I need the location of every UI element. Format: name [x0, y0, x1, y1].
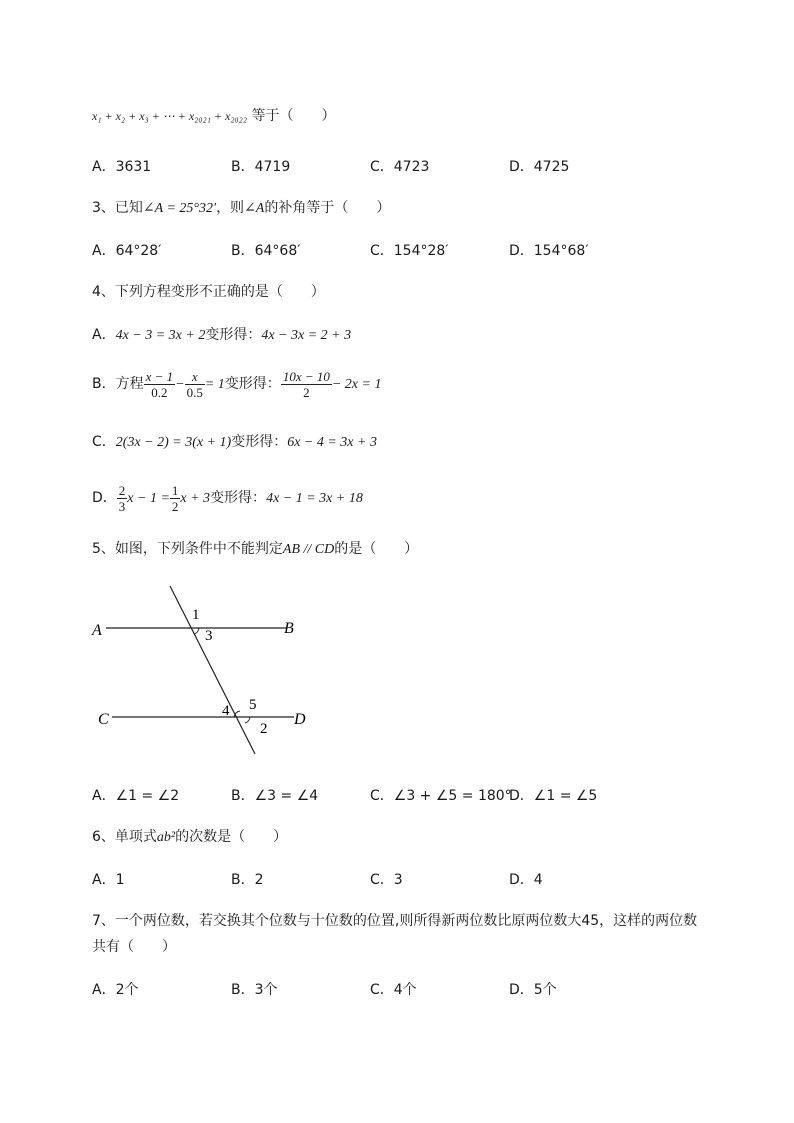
q6-option-b[interactable]: B．2	[231, 872, 264, 888]
q2-expression: x₁ + x₂ + x₃ + ⋯ + x₂₀₂₁ + x₂₀₂₂	[92, 109, 248, 123]
q3-stem-pre: 3、已知	[92, 200, 143, 216]
q4-b-frac1	[144, 369, 176, 400]
q6-option-a[interactable]: A．1	[92, 872, 125, 888]
q2-option-b[interactable]: B．4719	[231, 159, 291, 175]
q3-option-c[interactable]: C．154°28′	[370, 243, 449, 259]
q3-stem-math2: ∠A	[244, 201, 265, 216]
q7-stem-line1: 7、一个两位数，若交换其个位数与十位数的位置,则所得新两位数比原两位数大45，这样的两位数	[92, 913, 698, 929]
label-a: A	[92, 622, 102, 639]
angle-arc-2	[245, 717, 250, 723]
label-angle-5: 5	[249, 697, 257, 713]
q4-a-math2: 4x − 3x = 2 + 3	[261, 328, 352, 343]
q4-b-frac2-den: 0.5	[186, 384, 203, 400]
q4-d-frac1-num: 2	[118, 482, 126, 498]
q4-a-mid: 变形得：	[205, 327, 262, 343]
q4-a-math1: 4x − 3 = 3x + 2	[115, 328, 206, 343]
q4-b-frac3-den: 2	[303, 384, 310, 400]
q2-option-d[interactable]: D．4725	[509, 159, 570, 175]
q4-d-mid: 变形得：	[210, 490, 267, 506]
label-angle-2: 2	[260, 721, 268, 737]
q4-b-minus: −	[175, 377, 185, 392]
q4-d-math2: 4x − 1 = 3x + 18	[266, 491, 363, 506]
label-c: C	[98, 711, 109, 728]
q4-b-frac3	[281, 369, 332, 400]
label-d: D	[294, 711, 306, 728]
label-angle-4: 4	[222, 703, 230, 719]
q4-option-c[interactable]	[92, 432, 377, 453]
q4-b-frac3-num: 10x − 10	[282, 368, 330, 384]
angle-arc-4	[234, 711, 240, 717]
q7-stem-line2: 共有（ ）	[92, 939, 176, 955]
q4-c-math1: 2(3x − 2) = 3(x + 1)	[115, 435, 232, 450]
q5-stem-math: AB // CD	[282, 542, 335, 557]
q3-option-a[interactable]: A．64°28′	[92, 243, 162, 259]
q2-option-c[interactable]: C．4723	[370, 159, 430, 175]
q4-option-a[interactable]	[92, 325, 351, 346]
q7-option-b[interactable]: B．3个	[231, 982, 278, 998]
q4-d-frac2-num: 1	[171, 482, 179, 498]
q5-option-d[interactable]: D．∠1 = ∠5	[509, 788, 598, 804]
q6-option-d[interactable]: D．4	[509, 872, 543, 888]
q4-b-frac2	[185, 369, 205, 400]
label-angle-3: 3	[205, 628, 213, 644]
q5-option-c[interactable]: C．∠3 + ∠5 = 180°	[370, 788, 512, 804]
q3-option-b[interactable]: B．64°68′	[231, 243, 301, 259]
q4-b-frac1-num: x − 1	[145, 368, 174, 384]
label-angle-1: 1	[192, 607, 200, 623]
q2-stem-tail: 等于（ ）	[251, 108, 336, 124]
q6-stem	[92, 827, 287, 848]
q4-b-eq: = 1	[204, 377, 225, 392]
q6-stem-post: 的次数是（ ）	[175, 829, 288, 845]
q7-option-d[interactable]: D．5个	[509, 982, 557, 998]
q4-d-prefix: D．	[92, 490, 117, 506]
q4-d-frac1-den: 3	[118, 498, 126, 514]
q4-option-d[interactable]	[92, 481, 363, 516]
q3-option-d[interactable]: D．154°68′	[509, 243, 589, 259]
q4-b-frac1-den: 0.2	[151, 384, 168, 400]
q3-stem-post: 的补角等于（ ）	[264, 200, 391, 216]
q5-option-a[interactable]: A．∠1 = ∠2	[92, 788, 180, 804]
q2-stem	[92, 106, 335, 126]
q4-c-prefix: C．	[92, 434, 116, 450]
q2-option-a[interactable]: A．3631	[92, 159, 152, 175]
angle-arc-3	[194, 628, 199, 634]
q4-b-prefix: B．方程	[92, 376, 144, 392]
q4-d-frac1	[117, 483, 128, 514]
q7-option-a[interactable]: A．2个	[92, 982, 139, 998]
q5-stem-pre: 5、如图，下列条件中不能判定	[92, 541, 283, 557]
q4-b-frac2-num: x	[185, 369, 205, 385]
q3-stem-mid: ，则	[216, 200, 245, 216]
q3-stem-math: ∠A = 25°32′	[142, 201, 217, 216]
q4-option-b[interactable]	[92, 367, 381, 402]
q6-stem-math: ab²	[156, 830, 176, 845]
q5-stem	[92, 539, 418, 560]
q4-a-prefix: A．	[92, 327, 116, 343]
q5-option-b[interactable]: B．∠3 = ∠4	[231, 788, 319, 804]
q4-d-part1: x − 1 =	[127, 491, 170, 506]
q6-stem-pre: 6、单项式	[92, 829, 157, 845]
q4-d-part2: x + 3	[180, 491, 211, 506]
q4-d-frac2	[170, 483, 181, 514]
q5-stem-post: 的是（ ）	[334, 541, 419, 557]
q6-option-c[interactable]: C．3	[370, 872, 403, 888]
q4-stem: 4、下列方程变形不正确的是（ ）	[92, 284, 325, 300]
q4-b-mid: 变形得：	[224, 376, 281, 392]
q3-stem	[92, 198, 390, 219]
q4-b-tail: − 2x = 1	[331, 377, 382, 392]
label-b: B	[284, 620, 294, 637]
q4-d-frac2-den: 2	[171, 498, 179, 514]
q4-c-mid: 变形得：	[231, 434, 288, 450]
q7-option-c[interactable]: C．4个	[370, 982, 417, 998]
transversal	[170, 586, 255, 754]
parallel-lines-figure	[88, 582, 328, 762]
q4-c-math2: 6x − 4 = 3x + 3	[287, 435, 377, 450]
